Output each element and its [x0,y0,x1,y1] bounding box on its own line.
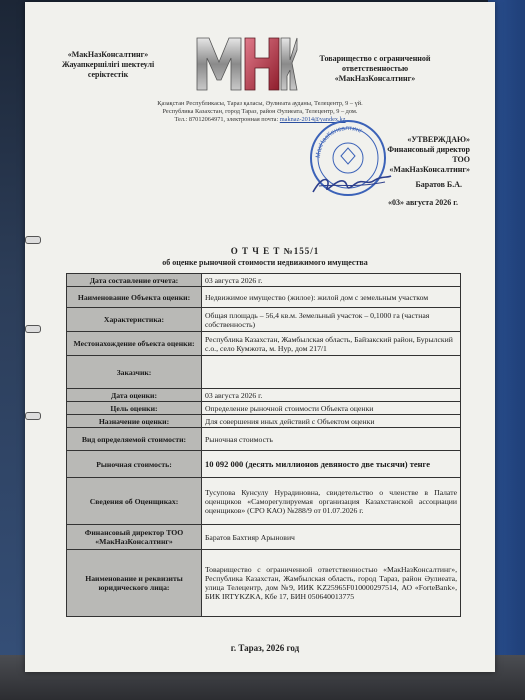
row-value: Баратов Бахтияр Арынович [202,525,461,550]
report-footer-city: г. Тараз, 2026 год [230,643,300,653]
header-left-line: «МакНазКонсалтинг» [67,50,149,59]
approval-position: Финансовый директор [387,145,470,154]
table-row [67,451,461,478]
row-value: Для совершения иных действий с Объектом оценки [202,415,461,428]
phone-text: Тел.: 87012064971, электронная почта: [174,116,279,123]
table-row [67,415,461,428]
header-left-kz [48,50,168,80]
table-row [67,525,461,550]
row-key: Назначение оценки: [67,415,202,428]
report-table [66,273,461,617]
header-right-ru [300,54,450,84]
binder-ring [25,412,41,420]
report-title: О Т Ч Е Т №155/1 [230,246,320,256]
header-left-line: серіктестік [87,70,129,79]
table-row [67,308,461,332]
table-row [67,428,461,451]
row-value: 03 августа 2026 г. [202,389,461,402]
row-value: Товарищество с ограниченной ответственностью «МакНазКонсалтинг», Республика Казахстан, Жамбылская область, город Тараз, район Әулиеата, улица Телецентр, дом №9, ИИК KZ25965F010000297514, АО «ForteBank», БИК IRTYKZKA, Кбе 17, БИН 050640013775 [202,550,461,617]
row-value: Тусупова Кунсулу Нурадиновна, свидетельство о членстве в Палате оценщиков «Саморегулируемая организация Казахстанской ассоциации оценщиков» (СРО КАО) №288/9 от 01.07.2026 г. [202,478,461,525]
row-key: Цель оценки: [67,402,202,415]
row-key: Характеристика: [67,308,202,332]
approval-block [370,135,470,175]
row-value: Общая площадь – 56,4 кв.м. Земельный участок – 0,1000 га (частная собственность) [202,308,461,332]
table-row [67,356,461,389]
row-value [202,356,461,389]
approval-name: Баратов Б.А. [415,180,462,189]
row-key: Наименование Объекта оценки: [67,287,202,308]
row-key: Заказчик: [67,356,202,389]
header-left-line: Жауапкершілігі шектеулі [61,60,155,69]
row-key: Дата оценки: [67,389,202,402]
header-right-line: ответственностью [341,64,409,73]
table-row [67,402,461,415]
header-right-line: «МакНазКонсалтинг» [334,74,416,83]
row-key: Местонахождение объекта оценки: [67,332,202,356]
approval-date: «03» августа 2026 г. [387,198,458,207]
binder-ring [25,236,41,244]
company-logo [193,30,298,98]
row-value: Республика Казахстан, Жамбылская область, Байзакский район, Бурылский с.о., село Кумжота, м. Нур, дом 217/1 [202,332,461,356]
svg-text:МакНазКонсалтинг [315,125,364,158]
binder-ring [25,325,41,333]
report-subtitle: об оценке рыночной стоимости недвижимого имущества [162,258,368,267]
table-row [67,550,461,617]
approval-company: ТОО «МакНазКонсалтинг» [389,155,470,174]
table-row [67,332,461,356]
row-key: Рыночная стоимость: [67,451,202,478]
row-key: Финансовый директор ТОО «МакНазКонсалтинг» [67,525,202,550]
approval-title: «УТВЕРЖДАЮ» [407,135,470,144]
header-right-line: Товарищество с ограниченной [319,54,431,63]
row-key: Вид определяемой стоимости: [67,428,202,451]
row-value: 03 августа 2026 г. [202,274,461,287]
row-value-market-value: 10 092 000 (десять миллионов девяносто две тысячи) тенге [202,451,461,478]
row-value: Недвижимое имущество (жилое): жилой дом с земельным участком [202,287,461,308]
email-link[interactable]: maknaz-2014@yandex.kz [279,116,346,123]
table-row [67,389,461,402]
address-line-ru: Республика Казахстан, город Тараз, район Әулиеата, Телецентр, 9 – дом. [162,108,358,115]
row-key: Дата составление отчета: [67,274,202,287]
row-key: Сведения об Оценщиках: [67,478,202,525]
row-value: Определение рыночной стоимости Объекта оценки [202,402,461,415]
table-row [67,478,461,525]
address-line-kz: Қазақстан Республикасы, Тараз қаласы, Әулиеата ауданы, Телецентр, 9 – үй. [157,100,363,107]
table-row [67,274,461,287]
row-value: Рыночная стоимость [202,428,461,451]
stamp-text: МакНазКонсалтинг [314,124,364,159]
table-row [67,287,461,308]
row-key: Наименование и реквизиты юридического лица: [67,550,202,617]
